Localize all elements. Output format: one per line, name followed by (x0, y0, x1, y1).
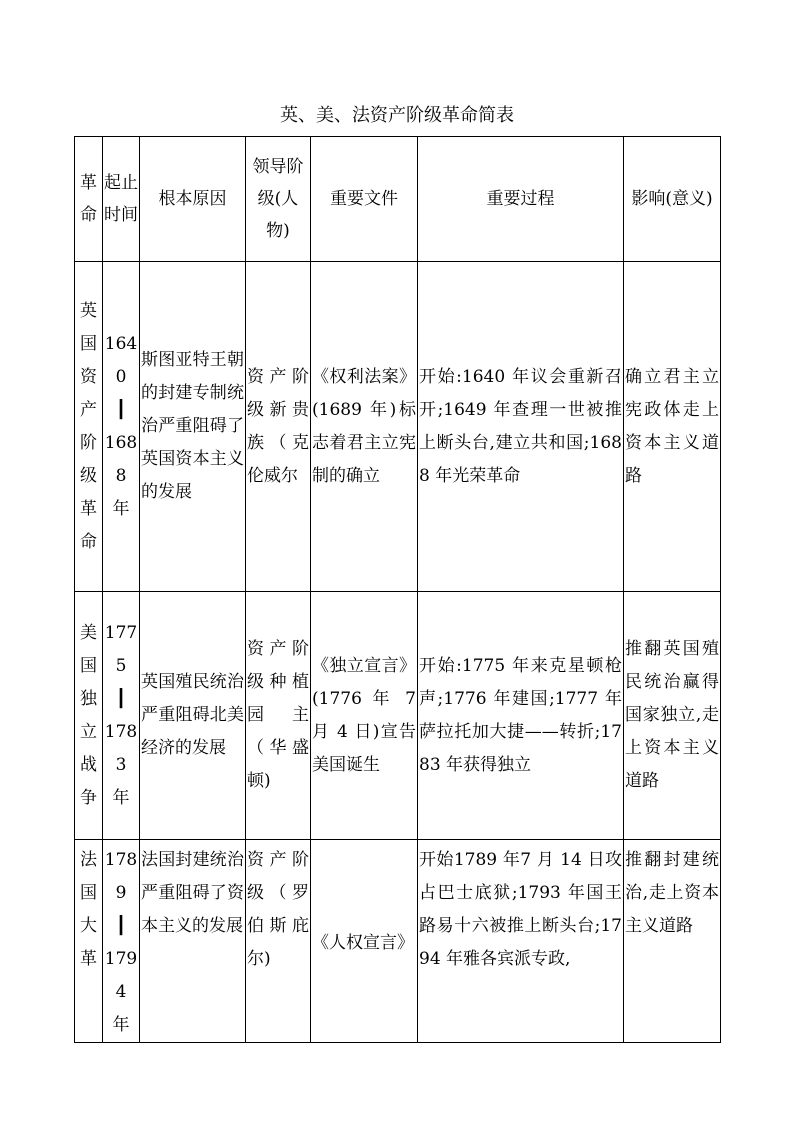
cell-document: 《人权宣言》 (311, 840, 418, 1043)
header-time: 起止时间 (103, 137, 140, 262)
cell-leader: 资产阶级种植园主（华盛顿) (246, 592, 311, 840)
cell-cause: 斯图亚特王朝的封建专制统治严重阻碍了英国资本主义的发展 (140, 262, 246, 592)
cell-cause: 英国殖民统治严重阻碍北美经济的发展 (140, 592, 246, 840)
cell-process: 开始1789 年7 月 14 日攻占巴士底狱;1793 年国王路易十六被推上断头台;1794 年雅各宾派专政, (418, 840, 624, 1043)
header-revolution: 革命 (75, 137, 103, 262)
cell-impact: 推翻封建统治,走上资本主义道路 (624, 840, 721, 1043)
cell-revolution: 法 国 大 革 (75, 840, 103, 1043)
cell-document: 《权利法案》(1689 年)标志着君主立宪制的确立 (311, 262, 418, 592)
cell-process: 开始:1640 年议会重新召开;1649 年查理一世被推上断头台,建立共和国;1688 年光荣革命 (418, 262, 624, 592)
header-process: 重要过程 (418, 137, 624, 262)
cell-impact: 确立君主立宪政体走上资本主义道路 (624, 262, 721, 592)
table-row (75, 262, 721, 592)
header-leader: 领导阶级(人物) (246, 137, 311, 262)
revolution-table (74, 136, 721, 1043)
cell-leader: 资产阶级新贵族（克伦威尔 (246, 262, 311, 592)
cell-impact: 推翻英国殖民统治赢得国家独立,走上资本主义道路 (624, 592, 721, 840)
cell-time: 1789 ┃ 1794 年 (103, 840, 140, 1043)
cell-leader: 资产阶级（罗伯斯庇尔) (246, 840, 311, 1043)
cell-time: 1775 ┃ 1783 年 (103, 592, 140, 840)
header-row (75, 137, 721, 262)
header-cause: 根本原因 (140, 137, 246, 262)
table-row (75, 840, 721, 1043)
cell-cause: 法国封建统治严重阻碍了资本主义的发展 (140, 840, 246, 1043)
header-document: 重要文件 (311, 137, 418, 262)
cell-process: 开始:1775 年来克星顿枪声;1776 年建国;1777 年萨拉托加大捷——转折;1783 年获得独立 (418, 592, 624, 840)
table-row (75, 592, 721, 840)
cell-time: 1640 ┃ 1688 年 (103, 262, 140, 592)
cell-document: 《独立宣言》(1776 年 7 月 4 日)宣告美国诞生 (311, 592, 418, 840)
cell-revolution: 美 国 独 立 战 争 (75, 592, 103, 840)
page-title: 英、美、法资产阶级革命简表 (280, 105, 514, 126)
header-impact: 影响(意义) (624, 137, 721, 262)
cell-revolution: 英 国 资 产 阶 级 革 命 (75, 262, 103, 592)
